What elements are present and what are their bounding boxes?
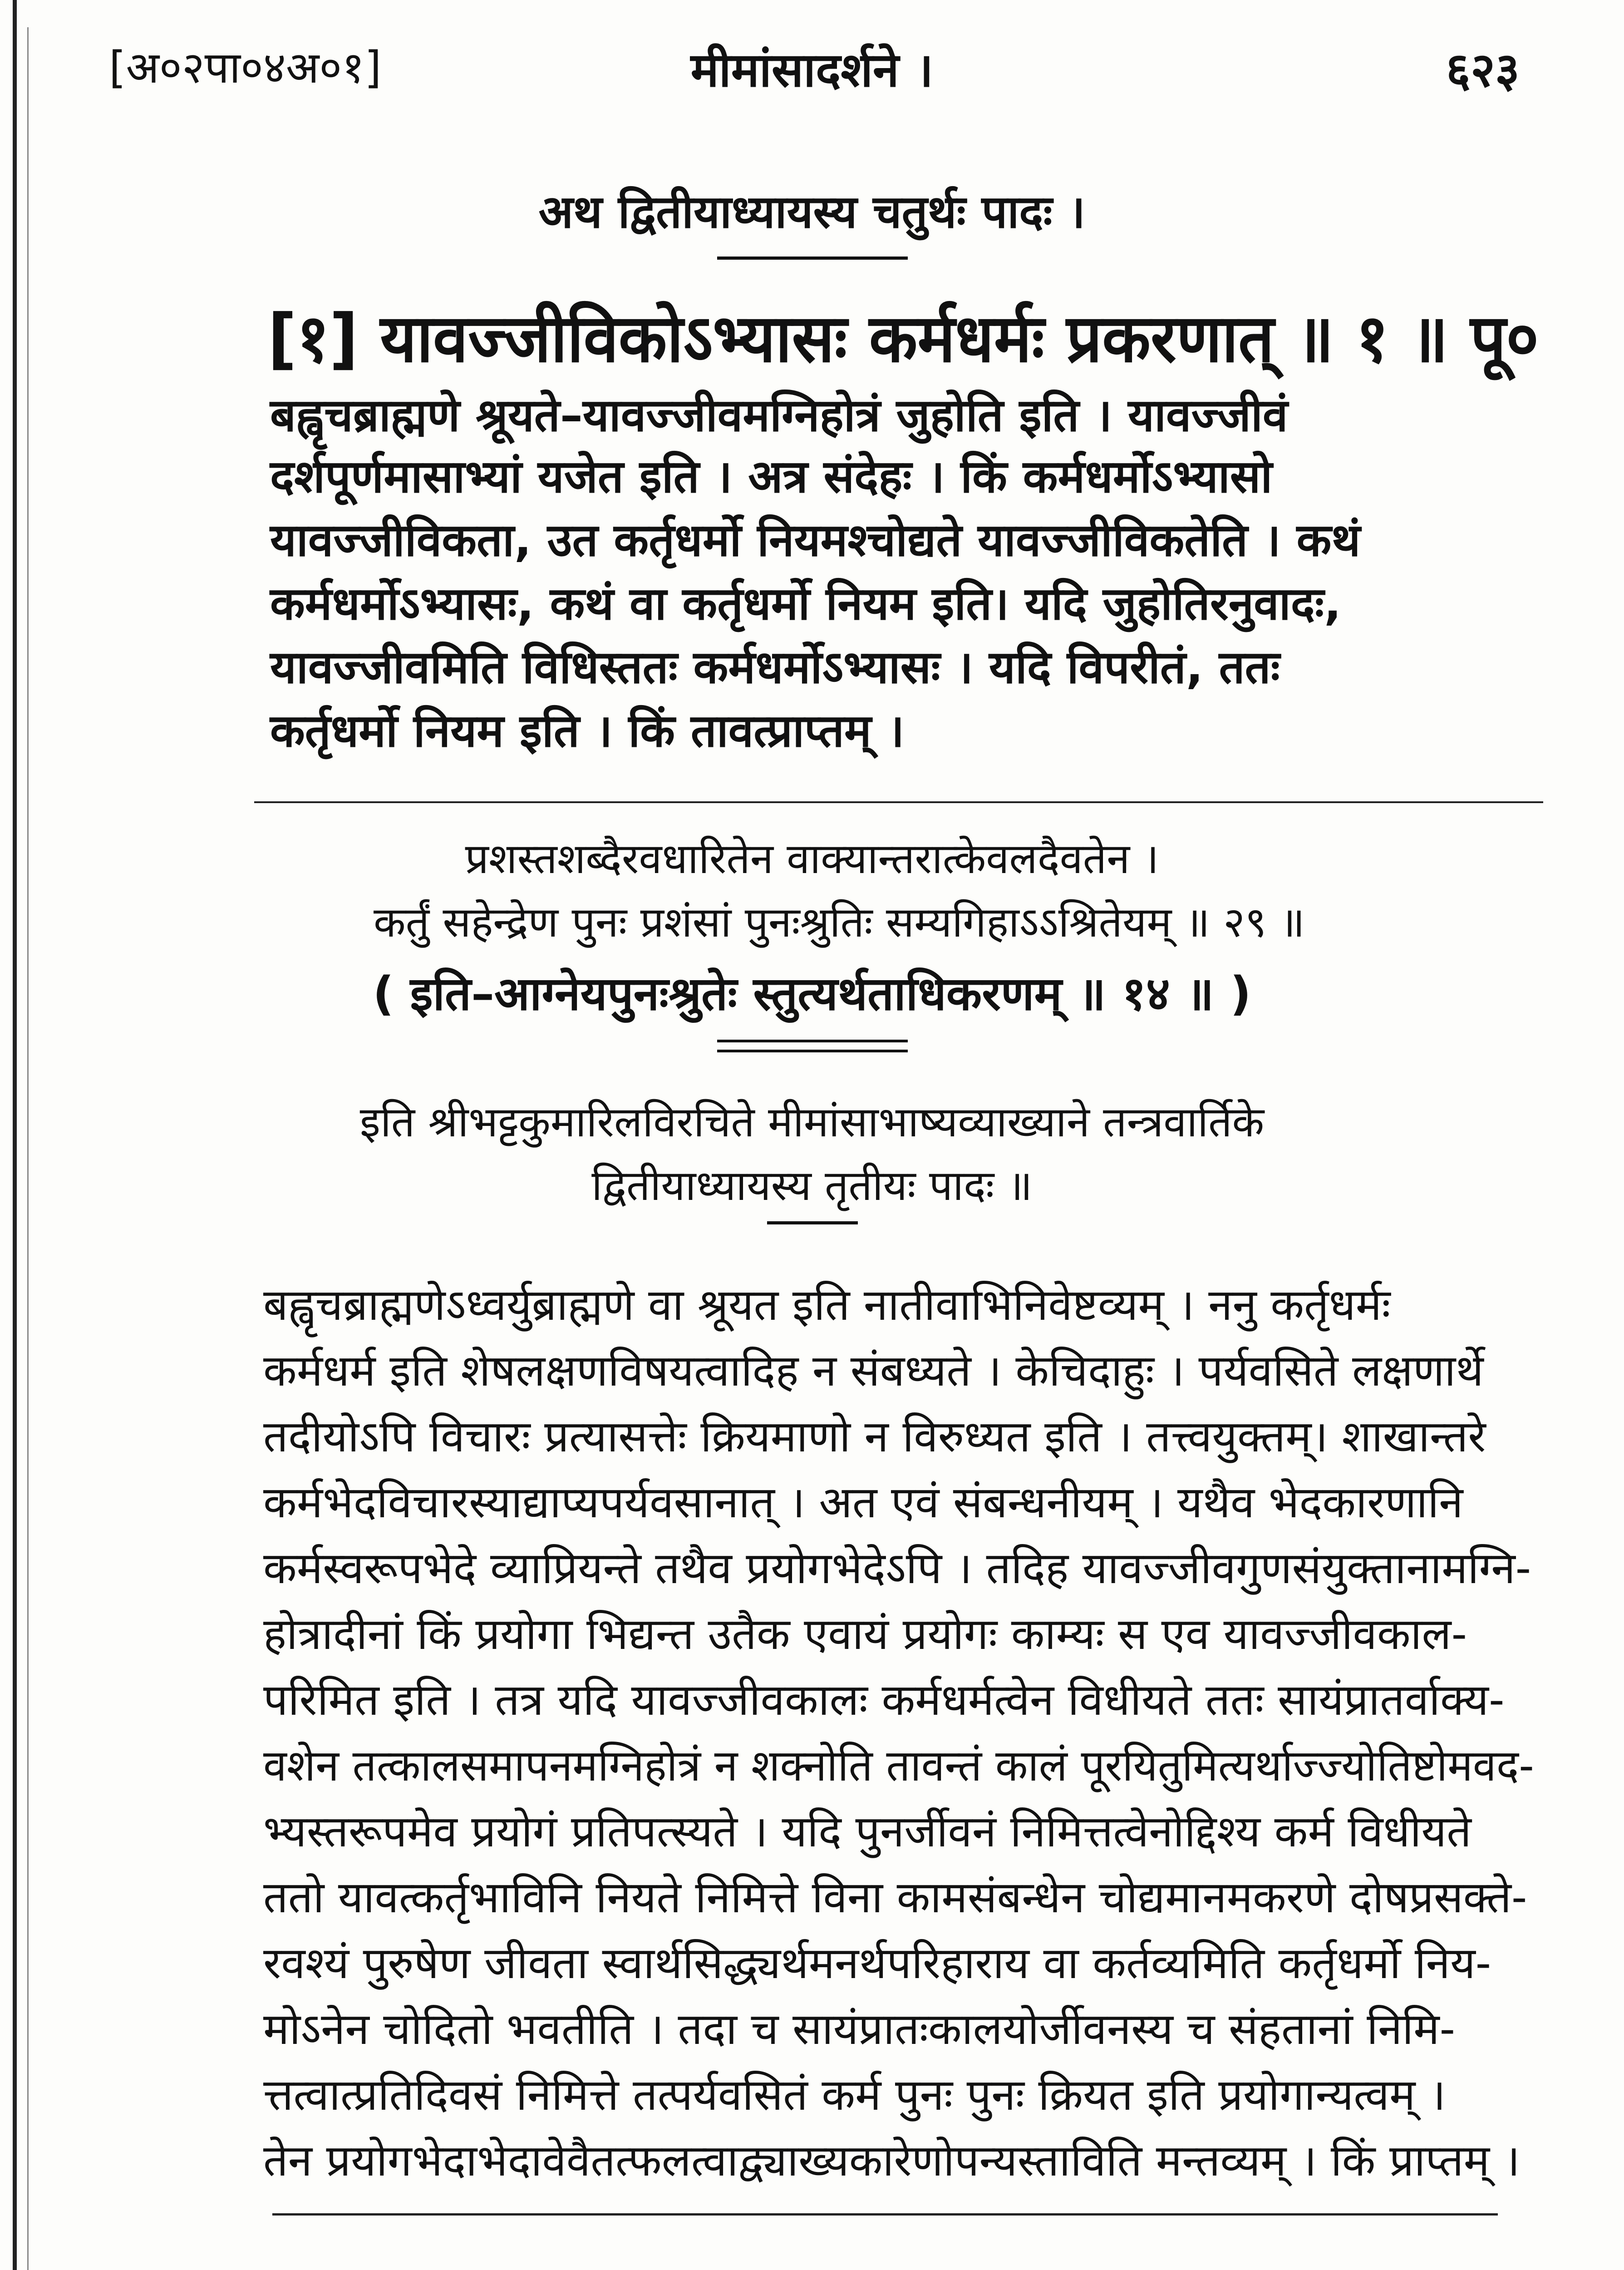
vartika-line: त्तत्वात्प्रतिदिवसं निमित्ते तत्पर्यवसितं कर्म पुनः पुनः क्रियत इति प्रयोगान्यत्वम् । <box>263 2069 1446 2120</box>
colophon-line: द्वितीयाध्यायस्य तृतीयः पादः ॥ <box>591 1161 1033 1210</box>
bhashya-line: दर्शपूर्णमासाभ्यां यजेत इति । अत्र संदेहः । किं कर्मधर्मोऽभ्यासो <box>270 450 1273 503</box>
running-head-reference: [अ०२पा०४अ०१] <box>109 42 382 93</box>
adhikarana-close: ( इति–आग्नेयपुनःश्रुतेः स्तुत्यर्थताधिकरणम् ॥ १४ ॥ ) <box>373 967 1251 1021</box>
sutra: [१] यावज्जीविकोऽभ्यासः कर्मधर्मः प्रकरणात् ॥ १ ॥ पू० <box>268 300 1539 377</box>
footnote-divider <box>272 2213 1498 2216</box>
vartika-line: कर्मस्वरूपभेदे व्याप्रियन्ते तथैव प्रयोगभेदेऽपि । तदिह यावज्जीवगुणसंयुक्तानामग्नि- <box>263 1543 1531 1594</box>
colophon-rule <box>767 1221 858 1224</box>
verse-line: प्रशस्तशब्दैरवधारितेन वाक्यान्तरात्केवलदैवतेन । <box>465 834 1159 883</box>
bhashya-line: कर्तृधर्मो नियम इति । किं तावत्प्राप्तम् । <box>270 704 905 757</box>
colophon-line: इति श्रीभट्टकुमारिलविरचिते मीमांसाभाष्यव्याख्याने तन्त्रवार्तिके <box>359 1098 1265 1146</box>
vartika-line: तेन प्रयोगभेदाभेदावेवैतत्फलत्वाद्व्याख्यकारेणोपन्यस्ताविति मन्तव्यम् । किं प्राप्तम् । <box>263 2135 1520 2186</box>
section-divider <box>254 801 1543 803</box>
bhashya-line: यावज्जीविकता, उत कर्तृधर्मो नियमश्चोद्यते यावज्जीविकतेति । कथं <box>270 513 1361 567</box>
bhashya-line: बह्वृचब्राह्मणे श्रूयते–यावज्जीवमग्निहोत्रं जुहोति इति । यावज्जीवं <box>270 389 1288 442</box>
vartika-line: वशेन तत्कालसमापनमग्निहोत्रं न शक्नोति तावन्तं कालं पूरयितुमित्यर्थाज्ज्योतिष्टोमवद- <box>263 1740 1534 1791</box>
double-rule-top <box>717 1040 908 1042</box>
pada-heading: अथ द्वितीयाध्यायस्य चतुर्थः पादः । <box>538 185 1086 238</box>
page-number: ६२३ <box>1446 42 1520 98</box>
vartika-line: कर्मधर्म इति शेषलक्षणविषयत्वादिह न संबध्यते । केचिदाहुः । पर्यवसिते लक्षणार्थे <box>263 1345 1484 1396</box>
verse-line: कर्तुं सहेन्द्रेण पुनः प्रशंसां पुनःश्रुतिः सम्यगिहाऽऽश्रितेयम् ॥ २९ ॥ <box>374 898 1305 947</box>
vartika-line: बह्वृचब्राह्मणेऽध्वर्युब्राह्मणे वा श्रूयत इति नातीवाभिनिवेष्टव्यम् । ननु कर्तृधर्मः <box>263 1279 1391 1330</box>
vartika-line: ततो यावत्कर्तृभाविनि नियते निमित्ते विना कामसंबन्धेन चोद्यमानमकरणे दोषप्रसक्ते- <box>263 1872 1527 1923</box>
heading-rule <box>717 257 908 260</box>
vartika-line: मोऽनेन चोदितो भवतीति । तदा च सायंप्रातःकालयोर्जीवनस्य च संहतानां निमि- <box>263 2004 1456 2054</box>
double-rule-bottom <box>717 1050 908 1052</box>
vartika-line: तदीयोऽपि विचारः प्रत्यासत्तेः क्रियमाणो न विरुध्यत इति । तत्त्वयुक्तम्। शाखान्तरे <box>263 1411 1486 1462</box>
bhashya-line: यावज्जीवमिति विधिस्ततः कर्मधर्मोऽभ्यासः । यदि विपरीतं, ततः <box>270 641 1280 694</box>
vartika-line: भ्यस्तरूपमेव प्रयोगं प्रतिपत्स्यते । यदि पुनर्जीवनं निमित्तत्वेनोद्दिश्य कर्म विधीयते <box>263 1806 1471 1857</box>
vartika-line: परिमित इति । तत्र यदि यावज्जीवकालः कर्मधर्मत्वेन विधीयते ततः सायंप्रातर्वाक्य- <box>263 1674 1505 1725</box>
vartika-line: होत्रादीनां किं प्रयोगा भिद्यन्त उतैक एवायं प्रयोगः काम्यः स एव यावज्जीवकाल- <box>263 1609 1467 1659</box>
bhashya-line: कर्मधर्मोऽभ्यासः, कथं वा कर्तृधर्मो नियम इति। यदि जुहोतिरनुवादः, <box>270 577 1342 630</box>
binding-shadow <box>27 27 29 2270</box>
vartika-line: रवश्यं पुरुषेण जीवता स्वार्थसिद्ध्यर्थमनर्थपरिहाराय वा कर्तव्यमिति कर्तृधर्मो निय- <box>263 1938 1491 1989</box>
vartika-line: कर्मभेदविचारस्याद्याप्यपर्यवसानात् । अत एवं संबन्धनीयम् । यथैव भेदकारणानि <box>263 1477 1463 1528</box>
running-head-title: मीमांसादर्शने । <box>690 42 934 98</box>
